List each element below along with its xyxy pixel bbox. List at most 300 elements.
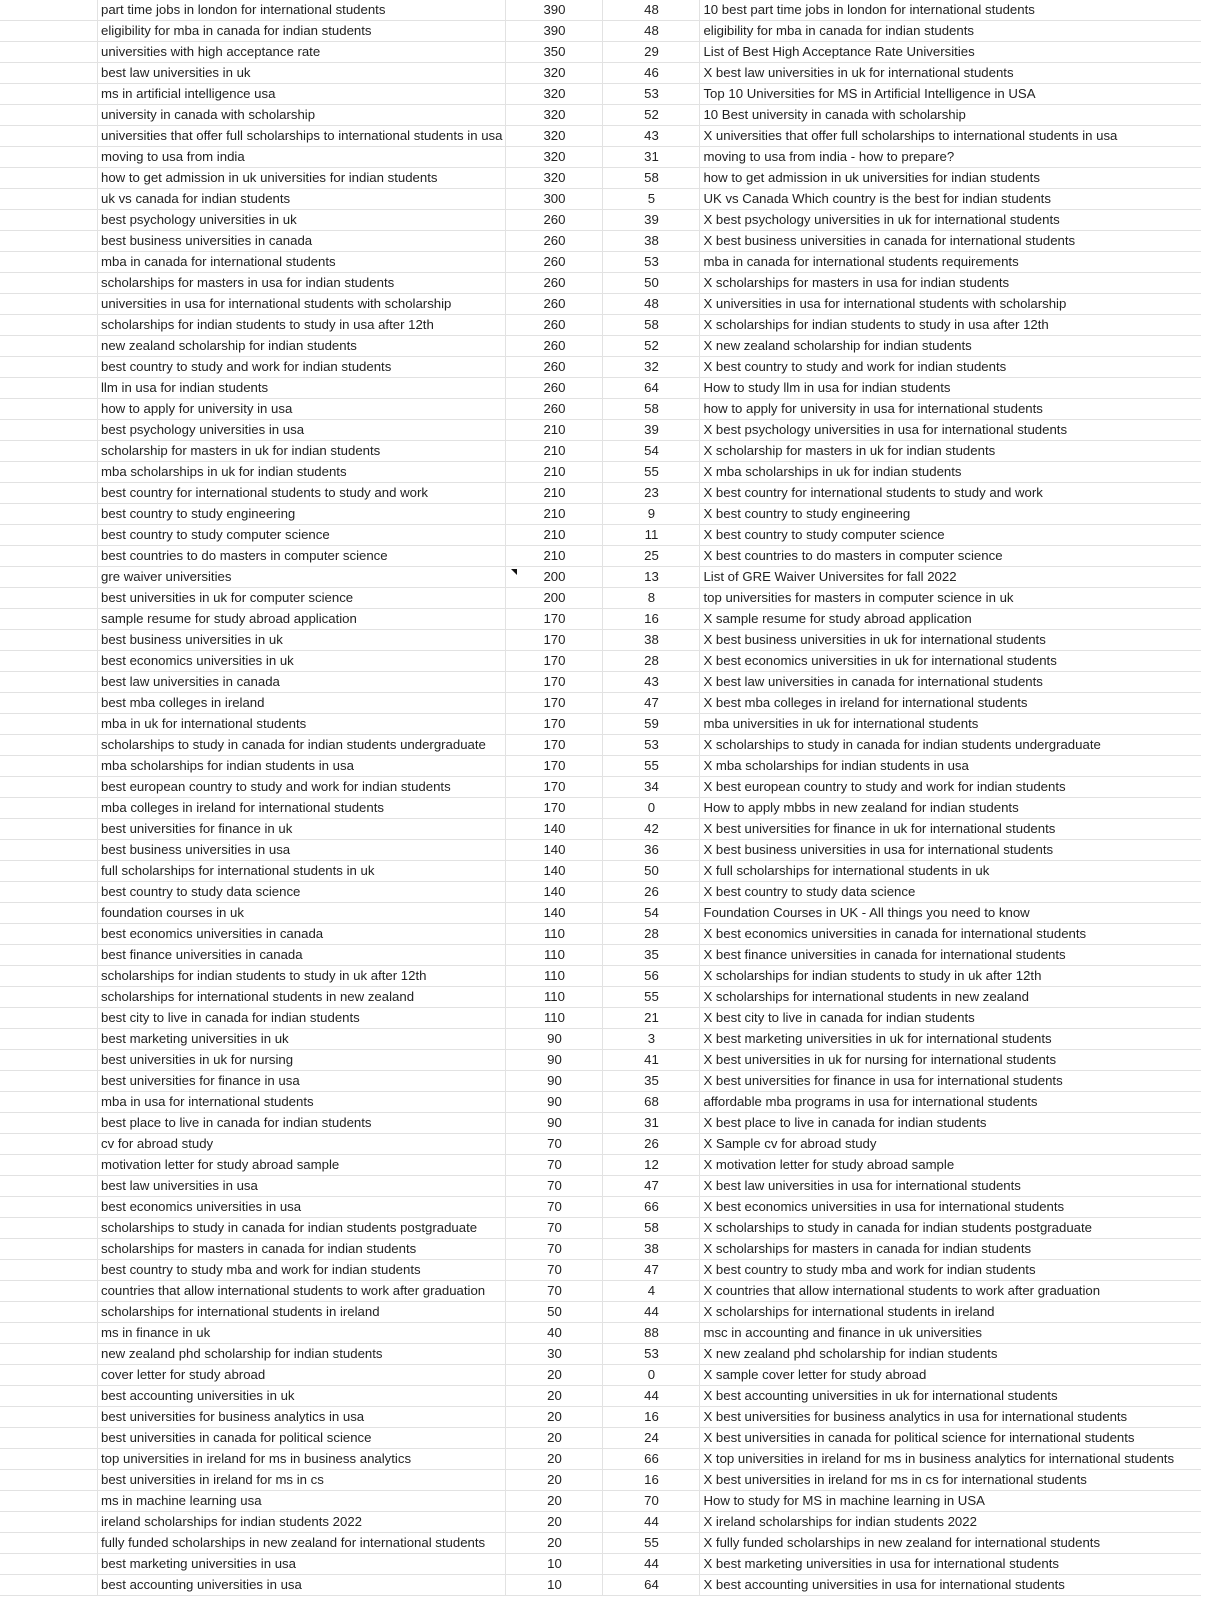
empty-cell[interactable] <box>0 210 98 231</box>
empty-cell[interactable] <box>0 1008 98 1029</box>
difficulty-cell[interactable]: 43 <box>603 126 700 147</box>
keyword-cell[interactable]: best universities in ireland for ms in cs <box>98 1470 506 1491</box>
keyword-cell[interactable]: best psychology universities in usa <box>98 420 506 441</box>
title-cell[interactable]: X best economics universities in uk for international students <box>700 651 1202 672</box>
keyword-cell[interactable]: scholarships to study in canada for indian students undergraduate <box>98 735 506 756</box>
empty-cell[interactable] <box>0 546 98 567</box>
empty-cell[interactable] <box>0 273 98 294</box>
empty-cell[interactable] <box>0 399 98 420</box>
empty-cell[interactable] <box>0 1449 98 1470</box>
volume-cell[interactable]: 260 <box>506 399 603 420</box>
empty-cell[interactable] <box>0 735 98 756</box>
empty-cell[interactable] <box>0 1323 98 1344</box>
keyword-cell[interactable]: how to apply for university in usa <box>98 399 506 420</box>
empty-cell[interactable] <box>0 1533 98 1554</box>
keyword-cell[interactable]: best business universities in usa <box>98 840 506 861</box>
volume-cell[interactable]: 30 <box>506 1344 603 1365</box>
keyword-cell[interactable]: best european country to study and work for indian students <box>98 777 506 798</box>
empty-cell[interactable] <box>0 777 98 798</box>
difficulty-cell[interactable]: 44 <box>603 1302 700 1323</box>
keyword-cell[interactable]: scholarships to study in canada for indian students postgraduate <box>98 1218 506 1239</box>
difficulty-cell[interactable]: 39 <box>603 420 700 441</box>
keyword-cell[interactable]: scholarships for masters in usa for indian students <box>98 273 506 294</box>
keyword-cell[interactable]: ms in machine learning usa <box>98 1491 506 1512</box>
volume-cell[interactable]: 170 <box>506 651 603 672</box>
difficulty-cell[interactable]: 59 <box>603 714 700 735</box>
title-cell[interactable]: X best marketing universities in uk for international students <box>700 1029 1202 1050</box>
empty-cell[interactable] <box>0 504 98 525</box>
difficulty-cell[interactable]: 53 <box>603 84 700 105</box>
keyword-cell[interactable]: fully funded scholarships in new zealand for international students <box>98 1533 506 1554</box>
volume-cell[interactable]: 140 <box>506 882 603 903</box>
volume-cell[interactable]: 70 <box>506 1197 603 1218</box>
volume-cell[interactable]: 90 <box>506 1050 603 1071</box>
title-cell[interactable]: List of Best High Acceptance Rate Universities <box>700 42 1202 63</box>
title-cell[interactable]: X best universities in ireland for ms in cs for international students <box>700 1470 1202 1491</box>
title-cell[interactable]: X sample resume for study abroad application <box>700 609 1202 630</box>
keyword-cell[interactable]: mba scholarships for indian students in usa <box>98 756 506 777</box>
volume-cell[interactable]: 260 <box>506 252 603 273</box>
difficulty-cell[interactable]: 23 <box>603 483 700 504</box>
empty-cell[interactable] <box>0 567 98 588</box>
volume-cell[interactable]: 320 <box>506 63 603 84</box>
empty-cell[interactable] <box>0 336 98 357</box>
difficulty-cell[interactable]: 39 <box>603 210 700 231</box>
difficulty-cell[interactable]: 36 <box>603 840 700 861</box>
difficulty-cell[interactable]: 11 <box>603 525 700 546</box>
volume-cell[interactable]: 20 <box>506 1449 603 1470</box>
title-cell[interactable]: X best country for international students to study and work <box>700 483 1202 504</box>
keyword-cell[interactable]: mba in uk for international students <box>98 714 506 735</box>
volume-cell[interactable]: 260 <box>506 294 603 315</box>
difficulty-cell[interactable]: 58 <box>603 399 700 420</box>
title-cell[interactable]: X best finance universities in canada for international students <box>700 945 1202 966</box>
keyword-cell[interactable]: scholarships for international students in ireland <box>98 1302 506 1323</box>
difficulty-cell[interactable]: 44 <box>603 1512 700 1533</box>
volume-cell[interactable]: 170 <box>506 609 603 630</box>
empty-cell[interactable] <box>0 798 98 819</box>
difficulty-cell[interactable]: 56 <box>603 966 700 987</box>
title-cell[interactable]: X best universities in uk for nursing for international students <box>700 1050 1202 1071</box>
empty-cell[interactable] <box>0 189 98 210</box>
empty-cell[interactable] <box>0 1113 98 1134</box>
volume-cell[interactable]: 90 <box>506 1071 603 1092</box>
empty-cell[interactable] <box>0 840 98 861</box>
empty-cell[interactable] <box>0 1512 98 1533</box>
keyword-cell[interactable]: best law universities in uk <box>98 63 506 84</box>
difficulty-cell[interactable]: 53 <box>603 735 700 756</box>
volume-cell[interactable]: 350 <box>506 42 603 63</box>
keyword-cell[interactable]: best law universities in usa <box>98 1176 506 1197</box>
keyword-cell[interactable]: ms in finance in uk <box>98 1323 506 1344</box>
title-cell[interactable]: X universities in usa for international students with scholarship <box>700 294 1202 315</box>
title-cell[interactable]: top universities for masters in computer science in uk <box>700 588 1202 609</box>
title-cell[interactable]: moving to usa from india - how to prepare? <box>700 147 1202 168</box>
volume-cell[interactable]: 170 <box>506 777 603 798</box>
volume-cell[interactable]: 320 <box>506 105 603 126</box>
difficulty-cell[interactable]: 9 <box>603 504 700 525</box>
difficulty-cell[interactable]: 50 <box>603 273 700 294</box>
title-cell[interactable]: X best country to study computer science <box>700 525 1202 546</box>
empty-cell[interactable] <box>0 903 98 924</box>
difficulty-cell[interactable]: 13 <box>603 567 700 588</box>
empty-cell[interactable] <box>0 945 98 966</box>
empty-cell[interactable] <box>0 462 98 483</box>
volume-cell[interactable]: 260 <box>506 231 603 252</box>
difficulty-cell[interactable]: 31 <box>603 147 700 168</box>
difficulty-cell[interactable]: 52 <box>603 105 700 126</box>
empty-cell[interactable] <box>0 483 98 504</box>
keyword-cell[interactable]: best universities in uk for computer science <box>98 588 506 609</box>
title-cell[interactable]: how to apply for university in usa for international students <box>700 399 1202 420</box>
title-cell[interactable]: X best country to study mba and work for indian students <box>700 1260 1202 1281</box>
empty-cell[interactable] <box>0 252 98 273</box>
difficulty-cell[interactable]: 16 <box>603 1470 700 1491</box>
empty-cell[interactable] <box>0 882 98 903</box>
empty-cell[interactable] <box>0 42 98 63</box>
volume-cell[interactable]: 200 <box>506 567 603 588</box>
volume-cell[interactable]: 110 <box>506 987 603 1008</box>
keyword-cell[interactable]: best country to study data science <box>98 882 506 903</box>
difficulty-cell[interactable]: 55 <box>603 987 700 1008</box>
keyword-cell[interactable]: best psychology universities in uk <box>98 210 506 231</box>
keyword-cell[interactable]: mba in usa for international students <box>98 1092 506 1113</box>
difficulty-cell[interactable]: 44 <box>603 1386 700 1407</box>
keyword-cell[interactable]: scholarships for indian students to study in usa after 12th <box>98 315 506 336</box>
empty-cell[interactable] <box>0 1071 98 1092</box>
empty-cell[interactable] <box>0 357 98 378</box>
title-cell[interactable]: X best economics universities in usa for international students <box>700 1197 1202 1218</box>
keyword-cell[interactable]: best universities for finance in usa <box>98 1071 506 1092</box>
volume-cell[interactable]: 20 <box>506 1386 603 1407</box>
keyword-cell[interactable]: best business universities in canada <box>98 231 506 252</box>
volume-cell[interactable]: 70 <box>506 1260 603 1281</box>
volume-cell[interactable]: 320 <box>506 84 603 105</box>
empty-cell[interactable] <box>0 1386 98 1407</box>
title-cell[interactable]: affordable mba programs in usa for international students <box>700 1092 1202 1113</box>
empty-cell[interactable] <box>0 84 98 105</box>
volume-cell[interactable]: 200 <box>506 588 603 609</box>
title-cell[interactable]: X best city to live in canada for indian students <box>700 1008 1202 1029</box>
difficulty-cell[interactable]: 54 <box>603 903 700 924</box>
difficulty-cell[interactable]: 28 <box>603 924 700 945</box>
empty-cell[interactable] <box>0 126 98 147</box>
empty-cell[interactable] <box>0 987 98 1008</box>
keyword-cell[interactable]: new zealand scholarship for indian students <box>98 336 506 357</box>
empty-cell[interactable] <box>0 1197 98 1218</box>
volume-cell[interactable]: 140 <box>506 861 603 882</box>
keyword-cell[interactable]: ms in artificial intelligence usa <box>98 84 506 105</box>
empty-cell[interactable] <box>0 147 98 168</box>
empty-cell[interactable] <box>0 21 98 42</box>
empty-cell[interactable] <box>0 63 98 84</box>
difficulty-cell[interactable]: 0 <box>603 798 700 819</box>
keyword-cell[interactable]: best business universities in uk <box>98 630 506 651</box>
volume-cell[interactable]: 70 <box>506 1281 603 1302</box>
difficulty-cell[interactable]: 16 <box>603 609 700 630</box>
title-cell[interactable]: X new zealand scholarship for indian students <box>700 336 1202 357</box>
title-cell[interactable]: X best european country to study and work for indian students <box>700 777 1202 798</box>
empty-cell[interactable] <box>0 756 98 777</box>
difficulty-cell[interactable]: 55 <box>603 756 700 777</box>
keyword-cell[interactable]: gre waiver universities <box>98 567 506 588</box>
difficulty-cell[interactable]: 43 <box>603 672 700 693</box>
title-cell[interactable]: X best economics universities in canada for international students <box>700 924 1202 945</box>
keyword-cell[interactable]: scholarships for indian students to study in uk after 12th <box>98 966 506 987</box>
difficulty-cell[interactable]: 53 <box>603 252 700 273</box>
title-cell[interactable]: X mba scholarships in uk for indian students <box>700 462 1202 483</box>
title-cell[interactable]: X universities that offer full scholarships to international students in usa <box>700 126 1202 147</box>
difficulty-cell[interactable]: 58 <box>603 168 700 189</box>
difficulty-cell[interactable]: 31 <box>603 1113 700 1134</box>
difficulty-cell[interactable]: 3 <box>603 1029 700 1050</box>
volume-cell[interactable]: 70 <box>506 1176 603 1197</box>
volume-cell[interactable]: 260 <box>506 336 603 357</box>
keyword-cell[interactable]: ireland scholarships for indian students 2022 <box>98 1512 506 1533</box>
keyword-cell[interactable]: cv for abroad study <box>98 1134 506 1155</box>
difficulty-cell[interactable]: 35 <box>603 1071 700 1092</box>
volume-cell[interactable]: 70 <box>506 1218 603 1239</box>
keyword-cell[interactable]: best countries to do masters in computer science <box>98 546 506 567</box>
title-cell[interactable]: X Sample cv for abroad study <box>700 1134 1202 1155</box>
keyword-cell[interactable]: full scholarships for international students in uk <box>98 861 506 882</box>
title-cell[interactable]: X best universities for business analytics in usa for international students <box>700 1407 1202 1428</box>
keyword-cell[interactable]: universities with high acceptance rate <box>98 42 506 63</box>
keyword-cell[interactable]: university in canada with scholarship <box>98 105 506 126</box>
empty-cell[interactable] <box>0 1575 98 1596</box>
difficulty-cell[interactable]: 58 <box>603 1218 700 1239</box>
title-cell[interactable]: mba universities in uk for international students <box>700 714 1202 735</box>
empty-cell[interactable] <box>0 1176 98 1197</box>
volume-cell[interactable]: 170 <box>506 798 603 819</box>
title-cell[interactable]: How to study for MS in machine learning in USA <box>700 1491 1202 1512</box>
volume-cell[interactable]: 140 <box>506 903 603 924</box>
difficulty-cell[interactable]: 38 <box>603 630 700 651</box>
difficulty-cell[interactable]: 48 <box>603 294 700 315</box>
volume-cell[interactable]: 70 <box>506 1239 603 1260</box>
difficulty-cell[interactable]: 48 <box>603 21 700 42</box>
title-cell[interactable]: How to study llm in usa for indian students <box>700 378 1202 399</box>
difficulty-cell[interactable]: 58 <box>603 315 700 336</box>
title-cell[interactable]: X scholarships to study in canada for indian students undergraduate <box>700 735 1202 756</box>
title-cell[interactable]: X best law universities in canada for international students <box>700 672 1202 693</box>
empty-cell[interactable] <box>0 1470 98 1491</box>
title-cell[interactable]: X best psychology universities in uk for international students <box>700 210 1202 231</box>
difficulty-cell[interactable]: 68 <box>603 1092 700 1113</box>
volume-cell[interactable]: 70 <box>506 1155 603 1176</box>
title-cell[interactable]: X best psychology universities in usa for international students <box>700 420 1202 441</box>
title-cell[interactable]: X mba scholarships for indian students in usa <box>700 756 1202 777</box>
title-cell[interactable]: Top 10 Universities for MS in Artificial Intelligence in USA <box>700 84 1202 105</box>
difficulty-cell[interactable]: 55 <box>603 462 700 483</box>
empty-cell[interactable] <box>0 1218 98 1239</box>
volume-cell[interactable]: 260 <box>506 357 603 378</box>
difficulty-cell[interactable]: 24 <box>603 1428 700 1449</box>
empty-cell[interactable] <box>0 294 98 315</box>
empty-cell[interactable] <box>0 861 98 882</box>
volume-cell[interactable]: 90 <box>506 1113 603 1134</box>
difficulty-cell[interactable]: 55 <box>603 1533 700 1554</box>
title-cell[interactable]: Foundation Courses in UK - All things you need to know <box>700 903 1202 924</box>
empty-cell[interactable] <box>0 420 98 441</box>
empty-cell[interactable] <box>0 1407 98 1428</box>
keyword-cell[interactable]: best country to study and work for indian students <box>98 357 506 378</box>
title-cell[interactable]: X motivation letter for study abroad sample <box>700 1155 1202 1176</box>
difficulty-cell[interactable]: 52 <box>603 336 700 357</box>
difficulty-cell[interactable]: 21 <box>603 1008 700 1029</box>
volume-cell[interactable]: 320 <box>506 168 603 189</box>
title-cell[interactable]: X scholarship for masters in uk for indian students <box>700 441 1202 462</box>
keyword-cell[interactable]: universities that offer full scholarships to international students in usa <box>98 126 506 147</box>
difficulty-cell[interactable]: 50 <box>603 861 700 882</box>
title-cell[interactable]: List of GRE Waiver Universites for fall 2022 <box>700 567 1202 588</box>
keyword-cell[interactable]: best city to live in canada for indian students <box>98 1008 506 1029</box>
difficulty-cell[interactable]: 25 <box>603 546 700 567</box>
volume-cell[interactable]: 210 <box>506 504 603 525</box>
volume-cell[interactable]: 170 <box>506 630 603 651</box>
title-cell[interactable]: X best universities for finance in usa for international students <box>700 1071 1202 1092</box>
difficulty-cell[interactable]: 48 <box>603 0 700 21</box>
difficulty-cell[interactable]: 16 <box>603 1407 700 1428</box>
keyword-cell[interactable]: best accounting universities in uk <box>98 1386 506 1407</box>
title-cell[interactable]: X best law universities in uk for international students <box>700 63 1202 84</box>
keyword-cell[interactable]: best economics universities in uk <box>98 651 506 672</box>
keyword-cell[interactable]: best universities for business analytics in usa <box>98 1407 506 1428</box>
title-cell[interactable]: X best place to live in canada for indian students <box>700 1113 1202 1134</box>
difficulty-cell[interactable]: 46 <box>603 63 700 84</box>
title-cell[interactable]: mba in canada for international students requirements <box>700 252 1202 273</box>
volume-cell[interactable]: 90 <box>506 1092 603 1113</box>
difficulty-cell[interactable]: 38 <box>603 231 700 252</box>
title-cell[interactable]: X best accounting universities in uk for international students <box>700 1386 1202 1407</box>
title-cell[interactable]: X ireland scholarships for indian students 2022 <box>700 1512 1202 1533</box>
volume-cell[interactable]: 320 <box>506 147 603 168</box>
volume-cell[interactable]: 20 <box>506 1470 603 1491</box>
volume-cell[interactable]: 390 <box>506 0 603 21</box>
empty-cell[interactable] <box>0 1239 98 1260</box>
volume-cell[interactable]: 260 <box>506 210 603 231</box>
keyword-cell[interactable]: top universities in ireland for ms in business analytics <box>98 1449 506 1470</box>
title-cell[interactable]: 10 Best university in canada with scholarship <box>700 105 1202 126</box>
difficulty-cell[interactable]: 29 <box>603 42 700 63</box>
volume-cell[interactable]: 20 <box>506 1407 603 1428</box>
volume-cell[interactable]: 10 <box>506 1575 603 1596</box>
title-cell[interactable]: X best law universities in usa for international students <box>700 1176 1202 1197</box>
volume-cell[interactable]: 110 <box>506 945 603 966</box>
difficulty-cell[interactable]: 0 <box>603 1365 700 1386</box>
volume-cell[interactable]: 320 <box>506 126 603 147</box>
keyword-cell[interactable]: best marketing universities in usa <box>98 1554 506 1575</box>
title-cell[interactable]: X full scholarships for international students in uk <box>700 861 1202 882</box>
keyword-cell[interactable]: universities in usa for international students with scholarship <box>98 294 506 315</box>
empty-cell[interactable] <box>0 966 98 987</box>
title-cell[interactable]: X fully funded scholarships in new zealand for international students <box>700 1533 1202 1554</box>
empty-cell[interactable] <box>0 1344 98 1365</box>
volume-cell[interactable]: 20 <box>506 1491 603 1512</box>
difficulty-cell[interactable]: 38 <box>603 1239 700 1260</box>
difficulty-cell[interactable]: 47 <box>603 693 700 714</box>
difficulty-cell[interactable]: 8 <box>603 588 700 609</box>
empty-cell[interactable] <box>0 651 98 672</box>
volume-cell[interactable]: 210 <box>506 441 603 462</box>
title-cell[interactable]: X best country to study and work for indian students <box>700 357 1202 378</box>
empty-cell[interactable] <box>0 1050 98 1071</box>
keyword-cell[interactable]: llm in usa for indian students <box>98 378 506 399</box>
empty-cell[interactable] <box>0 1155 98 1176</box>
keyword-cell[interactable]: how to get admission in uk universities for indian students <box>98 168 506 189</box>
title-cell[interactable]: 10 best part time jobs in london for international students <box>700 0 1202 21</box>
title-cell[interactable]: X scholarships for masters in canada for indian students <box>700 1239 1202 1260</box>
keyword-cell[interactable]: new zealand phd scholarship for indian students <box>98 1344 506 1365</box>
title-cell[interactable]: msc in accounting and finance in uk universities <box>700 1323 1202 1344</box>
cell-note-indicator[interactable] <box>511 569 517 575</box>
volume-cell[interactable]: 170 <box>506 672 603 693</box>
empty-cell[interactable] <box>0 714 98 735</box>
keyword-cell[interactable]: best marketing universities in uk <box>98 1029 506 1050</box>
empty-cell[interactable] <box>0 609 98 630</box>
keyword-cell[interactable]: mba scholarships in uk for indian students <box>98 462 506 483</box>
keyword-cell[interactable]: scholarships for international students in new zealand <box>98 987 506 1008</box>
keyword-cell[interactable]: best universities in canada for political science <box>98 1428 506 1449</box>
empty-cell[interactable] <box>0 1260 98 1281</box>
difficulty-cell[interactable]: 28 <box>603 651 700 672</box>
empty-cell[interactable] <box>0 1365 98 1386</box>
empty-cell[interactable] <box>0 1302 98 1323</box>
volume-cell[interactable]: 20 <box>506 1365 603 1386</box>
title-cell[interactable]: X scholarships for indian students to study in usa after 12th <box>700 315 1202 336</box>
difficulty-cell[interactable]: 26 <box>603 882 700 903</box>
keyword-cell[interactable]: eligibility for mba in canada for indian students <box>98 21 506 42</box>
title-cell[interactable]: X best accounting universities in usa for international students <box>700 1575 1202 1596</box>
volume-cell[interactable]: 110 <box>506 966 603 987</box>
volume-cell[interactable]: 140 <box>506 840 603 861</box>
title-cell[interactable]: X best mba colleges in ireland for international students <box>700 693 1202 714</box>
keyword-cell[interactable]: motivation letter for study abroad sample <box>98 1155 506 1176</box>
difficulty-cell[interactable]: 44 <box>603 1554 700 1575</box>
difficulty-cell[interactable]: 35 <box>603 945 700 966</box>
keyword-cell[interactable]: part time jobs in london for international students <box>98 0 506 21</box>
empty-cell[interactable] <box>0 0 98 21</box>
difficulty-cell[interactable]: 70 <box>603 1491 700 1512</box>
difficulty-cell[interactable]: 88 <box>603 1323 700 1344</box>
title-cell[interactable]: X scholarships for masters in usa for indian students <box>700 273 1202 294</box>
difficulty-cell[interactable]: 53 <box>603 1344 700 1365</box>
keyword-cell[interactable]: moving to usa from india <box>98 147 506 168</box>
keyword-cell[interactable]: best accounting universities in usa <box>98 1575 506 1596</box>
volume-cell[interactable]: 210 <box>506 420 603 441</box>
title-cell[interactable]: UK vs Canada Which country is the best for indian students <box>700 189 1202 210</box>
title-cell[interactable]: X new zealand phd scholarship for indian students <box>700 1344 1202 1365</box>
volume-cell[interactable]: 390 <box>506 21 603 42</box>
volume-cell[interactable]: 260 <box>506 315 603 336</box>
volume-cell[interactable]: 210 <box>506 525 603 546</box>
title-cell[interactable]: eligibility for mba in canada for indian students <box>700 21 1202 42</box>
empty-cell[interactable] <box>0 1554 98 1575</box>
title-cell[interactable]: X best marketing universities in usa for international students <box>700 1554 1202 1575</box>
keyword-cell[interactable]: scholarship for masters in uk for indian students <box>98 441 506 462</box>
empty-cell[interactable] <box>0 924 98 945</box>
empty-cell[interactable] <box>0 168 98 189</box>
keyword-cell[interactable]: best country to study mba and work for indian students <box>98 1260 506 1281</box>
empty-cell[interactable] <box>0 378 98 399</box>
title-cell[interactable]: How to apply mbbs in new zealand for indian students <box>700 798 1202 819</box>
volume-cell[interactable]: 140 <box>506 819 603 840</box>
difficulty-cell[interactable]: 34 <box>603 777 700 798</box>
empty-cell[interactable] <box>0 1491 98 1512</box>
keyword-cell[interactable]: mba in canada for international students <box>98 252 506 273</box>
empty-cell[interactable] <box>0 819 98 840</box>
difficulty-cell[interactable]: 47 <box>603 1176 700 1197</box>
